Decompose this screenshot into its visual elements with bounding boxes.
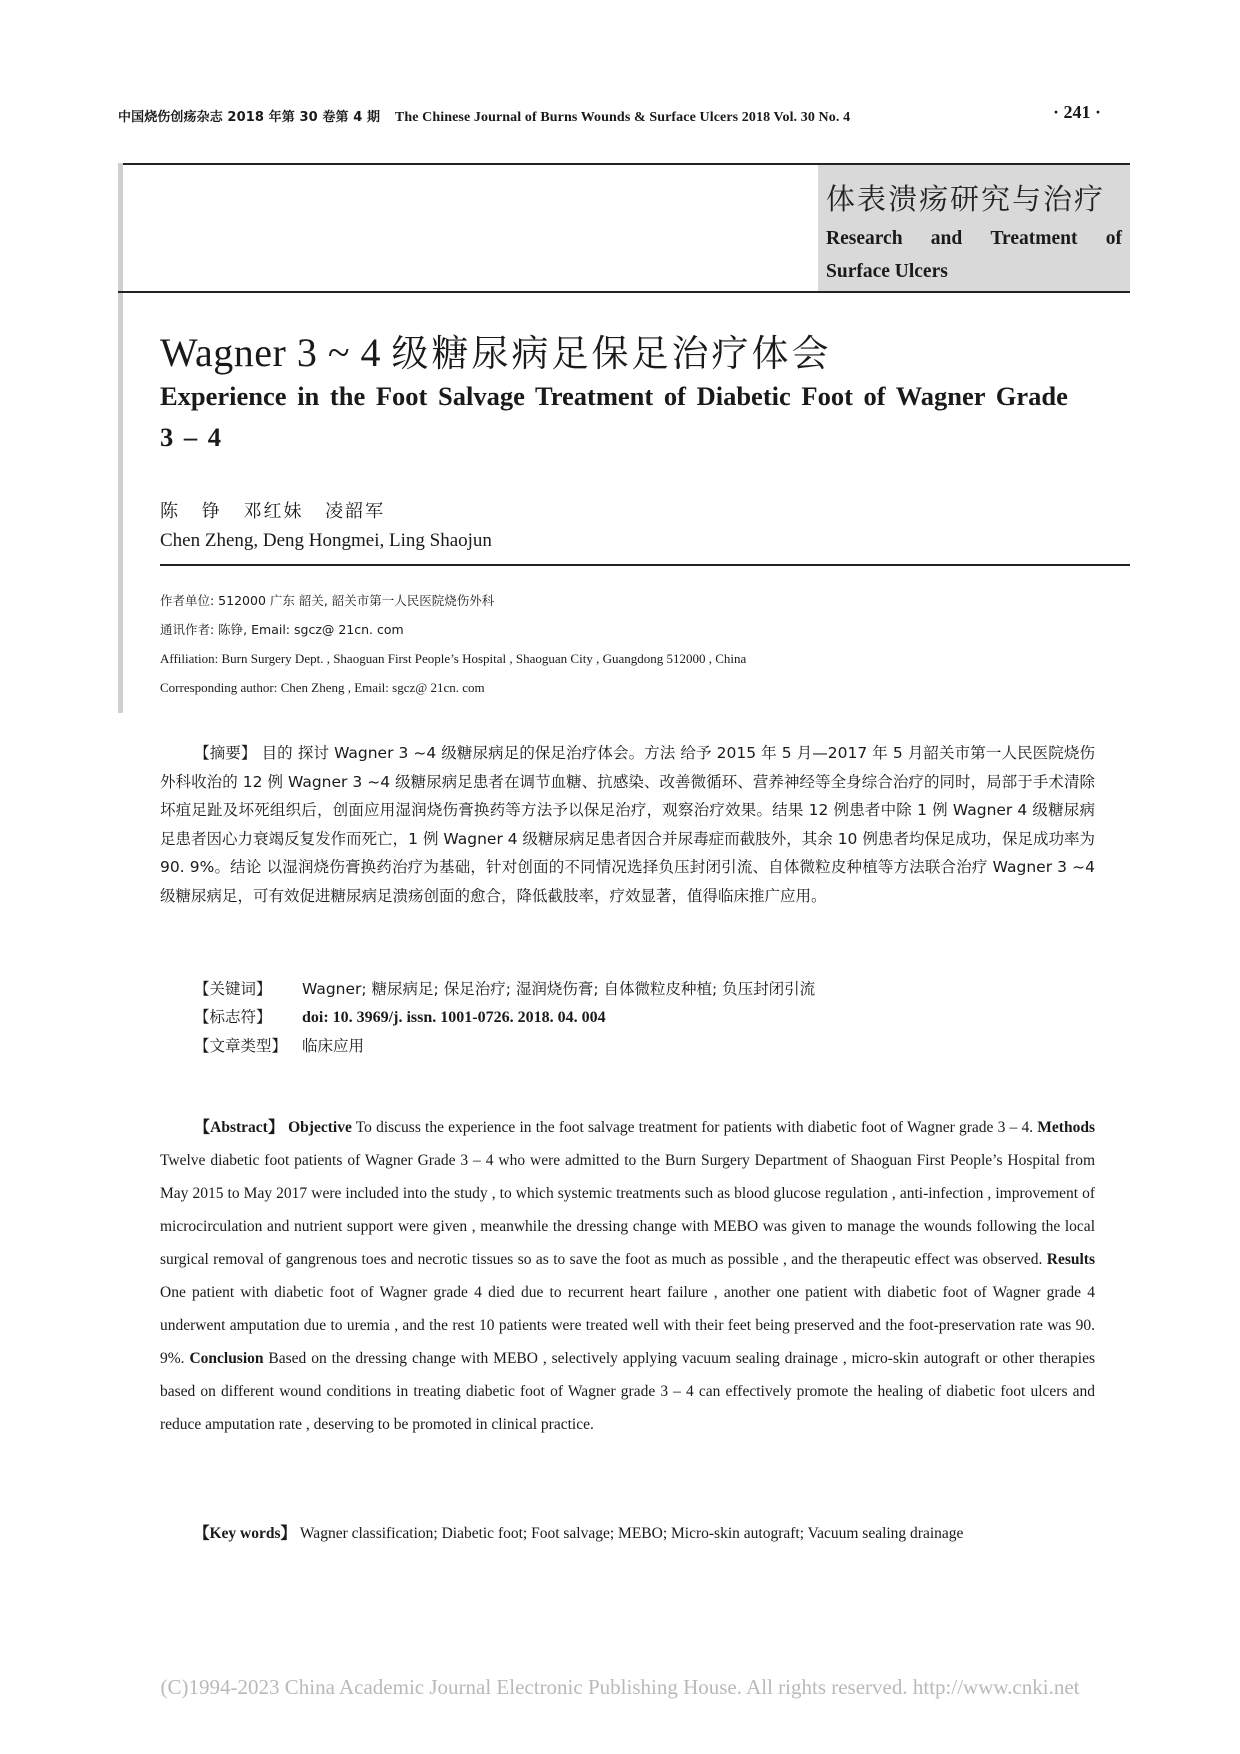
corresponding-cn: 通讯作者: 陈铮, Email: sgcz@ 21cn. com (160, 622, 404, 637)
abstract-cn (160, 739, 1095, 910)
keywords-en-label: 【Key words】 (194, 1525, 297, 1542)
affiliation-block (160, 586, 1120, 702)
section-word: and (930, 228, 963, 249)
article-type-label: 【文章类型】 (194, 1037, 288, 1055)
keywords-cn-label: 【关键词】 (194, 980, 272, 998)
abstract-en (160, 1111, 1095, 1441)
article-title-en: Experience in the Foot Salvage Treatment of Diabetic Foot of Wagner Grade 3 – 4 (160, 381, 1068, 452)
article-type: 临床应用 (302, 1037, 365, 1055)
abstract-cn-text: 【摘要】 目的 探讨 Wagner 3 ~4 级糖尿病足的保足治疗体会。方法 给予 2015 年 5 月—2017 年 5 月韶关市第一人民医院烧伤外科收治的 12 例 Wagner 3 ~4 级糖尿病足患者在调节血糖、抗感染、改善微循环、营养神经等全身综合治疗的同时，局部于手术清除坏疽足趾及坏死组织后，创面应用湿润烧伤膏换药等方法予以保足治疗，观察治疗效果。结果 12 例患者中除 1 例 Wagner 4 级糖尿病足患者因心力衰竭反复发作而死亡，1 例 Wagner 4 级糖尿病足患者因合并尿毒症而截肢外，其余 10 例患者均保足成功，保足成功率为 90. 9%。结论 以湿润烧伤膏换药治疗为基础，针对创面的不同情况选择负压封闭引流、自体微粒皮种植等方法联合治疗 Wagner 3 ~4 级糖尿病足，可有效促进糖尿病足溃疡创面的愈合，降低截肢率，疗效显著，值得临床推广应用。 (160, 744, 1095, 905)
objective-label: Objective (288, 1119, 352, 1136)
doi: doi: 10. 3969/j. issn. 1001-0726. 2018. 04. 004 (302, 1009, 606, 1026)
section-title-cn: 体表溃疡研究与治疗 (826, 182, 1106, 216)
authors-cn: 陈 铮 邓红妹 凌韶军 (160, 501, 386, 522)
keywords-cn: Wagner; 糖尿病足; 保足治疗; 湿润烧伤膏; 自体微粒皮种植; 负压封闭引流 (302, 980, 816, 998)
section-title-en (826, 222, 1122, 288)
authors-rule (160, 564, 1130, 566)
section-title-en-line2: Surface Ulcers (826, 261, 948, 282)
objective-text: To discuss the experience in the foot salvage treatment for patients with diabetic foot of Wagner grade 3 – 4. (355, 1119, 1034, 1136)
journal-header (118, 106, 1128, 132)
journal-name-en: The Chinese Journal of Burns Wounds & Surface Ulcers 2018 Vol. 30 No. 4 (394, 110, 851, 125)
side-bar (118, 163, 123, 713)
page-number: · 241 · (1053, 102, 1102, 122)
doi-label: 【标志符】 (194, 1008, 272, 1026)
copyright-watermark: (C)1994-2023 China Academic Journal Electronic Publishing House. All rights reserved. http://www.cnki.net (160, 1675, 1080, 1699)
methods-text: Twelve diabetic foot patients of Wagner Grade 3 – 4 who were admitted to the Burn Surgery Department of Shaoguan First People’s Hospital from May 2015 to May 2017 were included into the study , to which systemic treatments such as blood glucose regulation , anti-infection , improvement of microcirculation and nutrient support were given , meanwhile the dressing change with MEBO was given to manage the wounds following the local surgical removal of gangrenous toes and necrotic tissues so as to save the foot as much as possible , and the therapeutic effect was observed. (160, 1152, 1095, 1268)
doi-row (194, 1003, 815, 1032)
results-label: Results (1046, 1251, 1095, 1268)
article-title-cn-rest: 级糖尿病足保足治疗体会 (391, 332, 832, 375)
methods-label: Methods (1037, 1119, 1095, 1136)
conclusion-label: Conclusion (189, 1350, 264, 1367)
conclusion-text: Based on the dressing change with MEBO , selectively applying vacuum sealing drainage , micro-skin autograft or other therapies based on different wound conditions in treating diabetic foot of Wagner grade 3 – 4 can effectively promote the healing of diabetic foot ulcers and reduce amputation rate , deserving to be promoted in clinical practice. (160, 1350, 1096, 1433)
meta-cn (194, 975, 815, 1060)
authors-en: Chen Zheng, Deng Hongmei, Ling Shaojun (160, 530, 492, 551)
keywords-cn-row (194, 975, 815, 1003)
abstract-en-label: 【Abstract】 (194, 1119, 284, 1136)
article-type-row (194, 1032, 815, 1060)
corresponding-en: Corresponding author: Chen Zheng , Email: sgcz@ 21cn. com (160, 680, 485, 695)
section-word: Research (826, 228, 903, 249)
affiliation-en: Affiliation: Burn Surgery Dept. , Shaoguan First People’s Hospital , Shaoguan City , Guangdong 512000 , China (160, 651, 747, 666)
section-word: Treatment (990, 228, 1078, 249)
keywords-en-block (160, 1517, 1095, 1550)
journal-name-cn: 中国烧伤创疡杂志 2018 年第 30 卷第 4 期 (118, 110, 381, 125)
affiliation-cn: 作者单位: 512000 广东 韶关, 韶关市第一人民医院烧伤外科 (160, 593, 495, 608)
results-text: One patient with diabetic foot of Wagner grade 4 died due to recurrent heart failure , another one patient with diabetic foot of Wagner grade 4 underwent amputation due to uremia , and the rest 10 patients were treated well with their feet being preserved and the foot-preservation rate was 90. 9%. (160, 1284, 1095, 1367)
section-rule (118, 291, 1130, 293)
article-title-cn (160, 323, 832, 377)
section-word: of (1105, 228, 1122, 249)
keywords-en: Wagner classification; Diabetic foot; Foot salvage; MEBO; Micro-skin autograft; Vacuum sealing drainage (299, 1525, 964, 1542)
article-title-cn-prefix: Wagner 3 ~ 4 (160, 330, 392, 375)
